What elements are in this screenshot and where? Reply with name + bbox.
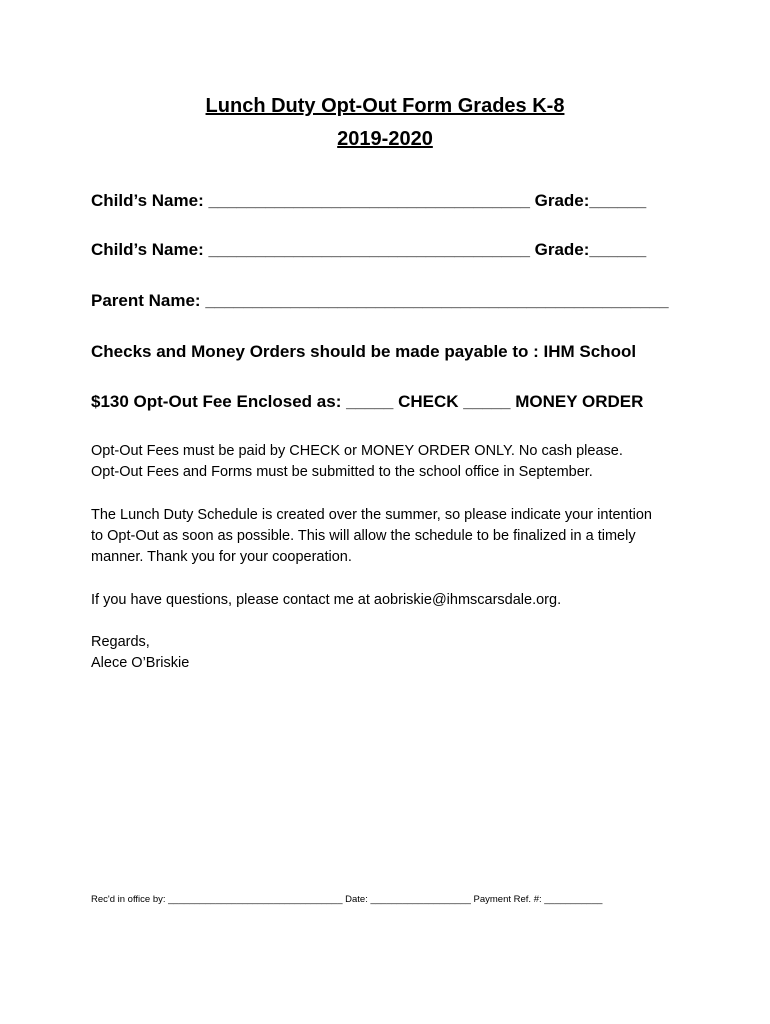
form-title: Lunch Duty Opt-Out Form Grades K-8 <box>205 95 565 117</box>
contact-line: If you have questions, please contact me at aobriskie@ihmscarsdale.org. <box>91 592 562 608</box>
payable-statement: Checks and Money Orders should be made payable to : IHM School <box>91 342 637 361</box>
contact-paragraph <box>91 590 711 611</box>
office-use-footer: Rec'd in office by: _________________________________ Date: ___________________ Payment Ref. #: ___________ <box>91 894 603 905</box>
parent-name-field: Parent Name: _________________________________________________ <box>91 291 669 310</box>
fees-line-2: Opt-Out Fees and Forms must be submitted to the school office in September. <box>91 464 593 480</box>
child-name-field-2: Child’s Name: __________________________________ Grade:______ <box>91 240 647 259</box>
closing-block <box>91 632 711 674</box>
schedule-line-1: The Lunch Duty Schedule is created over the summer, so please indicate your intention <box>91 507 652 523</box>
regards-text: Regards, <box>91 634 150 650</box>
fees-line-1: Opt-Out Fees must be paid by CHECK or MONEY ORDER ONLY. No cash please. <box>91 443 623 459</box>
fees-paragraph <box>91 441 711 483</box>
schedule-paragraph <box>91 505 711 568</box>
child-name-field-1: Child’s Name: __________________________________ Grade:______ <box>91 191 647 210</box>
schedule-line-2: to Opt-Out as soon as possible. This will allow the schedule to be finalized in a timely <box>91 528 636 544</box>
signature-name: Alece O’Briskie <box>91 655 190 671</box>
schedule-line-3: manner. Thank you for your cooperation. <box>91 549 352 565</box>
fee-enclosed-field: $130 Opt-Out Fee Enclosed as: _____ CHECK _____ MONEY ORDER <box>91 392 644 411</box>
form-year: 2019-2020 <box>337 128 433 150</box>
